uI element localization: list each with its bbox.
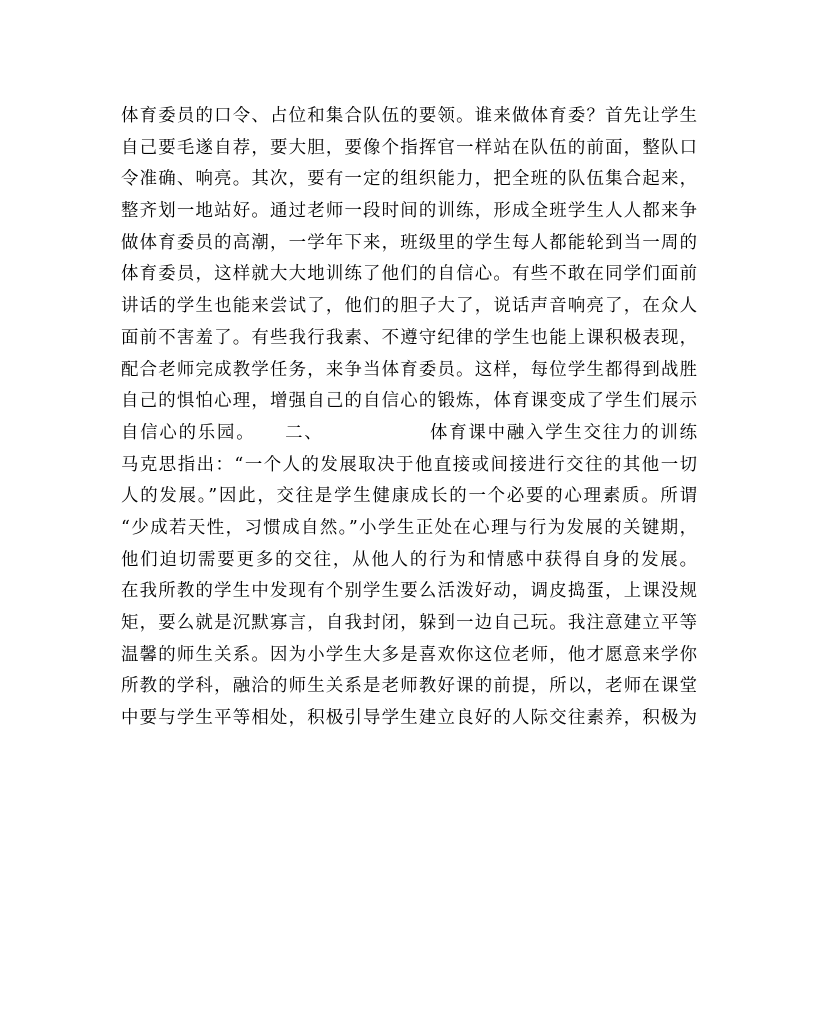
text-line: 矩，要么就是沉默寡言，自我封闭，躲到一边自己玩。我注意建立平等 <box>121 613 697 633</box>
text-line: 做体育委员的高潮，一学年下来，班级里的学生每人都能轮到当一周的 <box>121 232 697 253</box>
text-line: 他们迫切需要更多的交往，从他人的行为和情感中获得自身的发展。 <box>121 549 697 570</box>
text-line: 马克思指出：“一个人的发展取决于他直接或间接进行交往的其他一切 <box>121 454 697 475</box>
text-line: 面前不害羞了。有些我行我素、不遵守纪律的学生也能上课积极表现， <box>121 327 697 348</box>
text-line: “少成若天性，习惯成自然。”小学生正处在心理与行为发展的关键期， <box>121 517 697 538</box>
text-line: 体育委员的口令、占位和集合队伍的要领。谁来做体育委？首先让学生 <box>121 106 697 126</box>
text-line: 自己要毛遂自荐，要大胆，要像个指挥官一样站在队伍的前面，整队口 <box>121 137 697 158</box>
text-line: 所教的学科，融洽的师生关系是老师教好课的前提，所以，老师在课堂 <box>121 676 697 697</box>
text-line: 配合老师完成教学任务，来争当体育委员。这样，每位学生都得到战胜 <box>121 359 697 380</box>
text-line: 在我所教的学生中发现有个别学生要么活泼好动，调皮捣蛋，上课没规 <box>121 581 697 602</box>
text-line: 中要与学生平等相处，积极引导学生建立良好的人际交往素养，积极为 <box>121 708 697 729</box>
text-line: 整齐划一地站好。通过老师一段时间的训练，形成全班学生人人都来争 <box>121 201 697 222</box>
section-heading-line: 自信心的乐园。 二、 体育课中融入学生交往力的训练 <box>121 422 697 443</box>
text-line: 令准确、响亮。其次，要有一定的组织能力，把全班的队伍集合起来， <box>121 169 697 190</box>
text-line: 自己的惧怕心理，增强自己的自信心的锻炼，体育课变成了学生们展示 <box>121 391 697 412</box>
text-line: 体育委员，这样就大大地训练了他们的自信心。有些不敢在同学们面前 <box>121 264 697 285</box>
text-line: 人的发展。”因此，交往是学生健康成长的一个必要的心理素质。所谓 <box>121 486 697 507</box>
body-text <box>121 101 697 735</box>
text-line: 温馨的师生关系。因为小学生大多是喜欢你这位老师，他才愿意来学你 <box>121 644 697 665</box>
text-line: 讲话的学生也能来尝试了，他们的胆子大了，说话声音响亮了，在众人 <box>121 296 697 317</box>
